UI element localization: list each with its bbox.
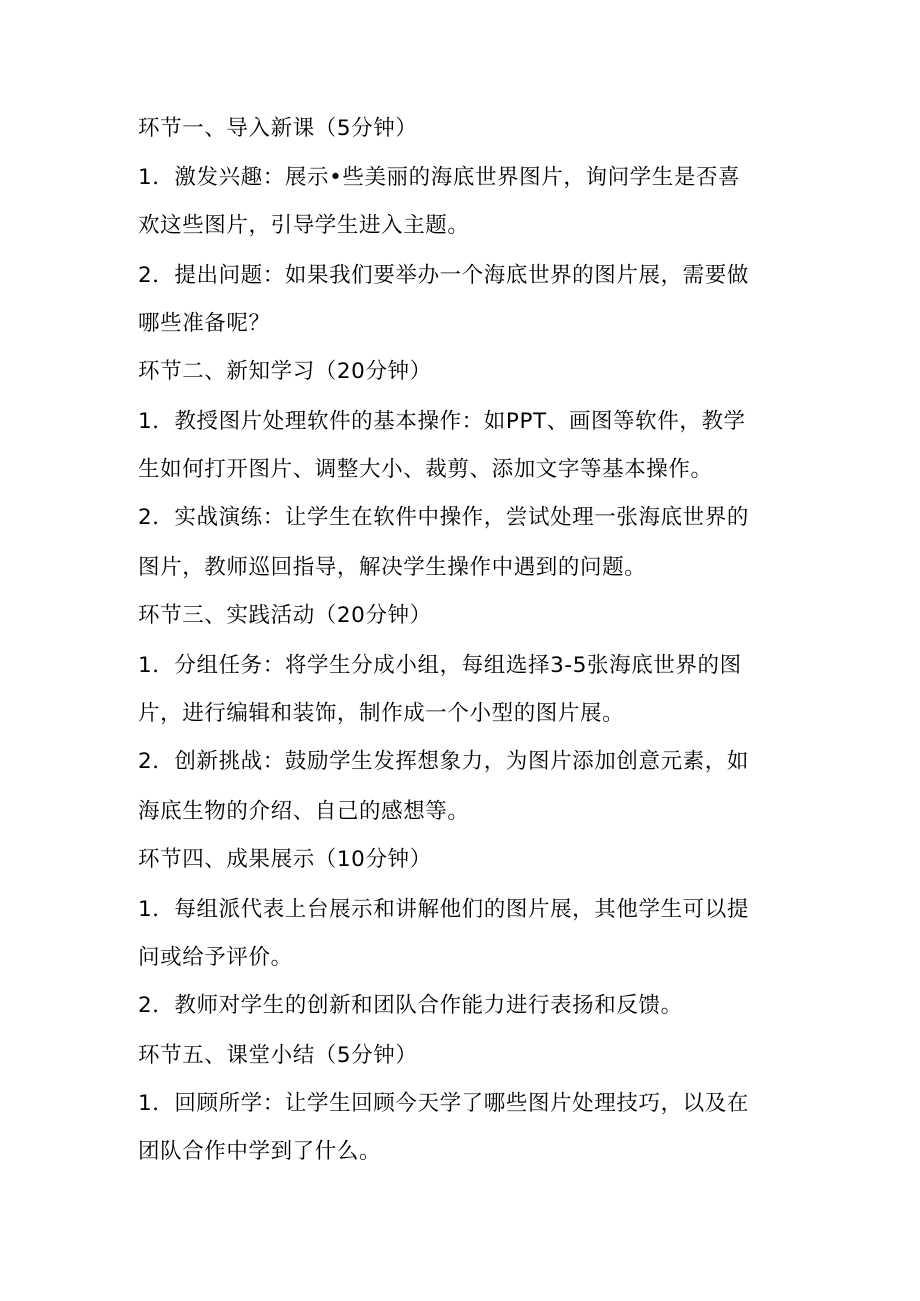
paragraph-line: 1．回顾所学：让学生回顾今天学了哪些图片处理技巧，以及在: [138, 1091, 749, 1116]
paragraph-line: 2．实战演练：让学生在软件中操作，尝试处理一张海底世界的: [138, 505, 749, 530]
paragraph-line: 1．激发兴趣：展示•些美丽的海底世界图片，询问学生是否喜: [138, 165, 741, 190]
paragraph-line: 2．创新挑战：鼓励学生发挥想象力，为图片添加创意元素，如: [138, 749, 749, 774]
section-heading-5: 环节五、课堂小结（5分钟）: [138, 1043, 418, 1068]
paragraph-line: 2．教师对学生的创新和团队合作能力进行表扬和反馈。: [138, 993, 683, 1018]
paragraph-line: 哪些准备呢？: [138, 311, 271, 336]
paragraph-line: 团队合作中学到了什么。: [138, 1139, 382, 1164]
section-heading-1: 环节一、导入新课（5分钟）: [138, 116, 418, 141]
paragraph-line: 2．提出问题：如果我们要举办一个海底世界的图片展，需要做: [138, 263, 749, 288]
paragraph-line: 海底生物的介绍、自己的感想等。: [138, 799, 470, 824]
paragraph-line: 1．分组任务：将学生分成小组，每组选择3-5张海底世界的图: [138, 653, 742, 678]
section-heading-2: 环节二、新知学习（20分钟）: [138, 359, 432, 384]
section-heading-3: 环节三、实践活动（20分钟）: [138, 603, 432, 628]
section-heading-4: 环节四、成果展示（10分钟）: [138, 847, 432, 872]
paragraph-line: 生如何打开图片、调整大小、裁剪、添加文字等基本操作。: [138, 457, 713, 482]
paragraph-line: 欢这些图片，引导学生进入主题。: [138, 213, 470, 238]
paragraph-line: 问或给予评价。: [138, 945, 293, 970]
paragraph-line: 片，进行编辑和装饰，制作成一个小型的图片展。: [138, 701, 625, 726]
paragraph-line: 图片，教师巡回指导，解决学生操作中遇到的问题。: [138, 555, 647, 580]
paragraph-line: 1．每组派代表上台展示和讲解他们的图片展，其他学生可以提: [138, 897, 749, 922]
paragraph-line: 1．教授图片处理软件的基本操作：如PPT、画图等软件，教学: [138, 409, 746, 434]
